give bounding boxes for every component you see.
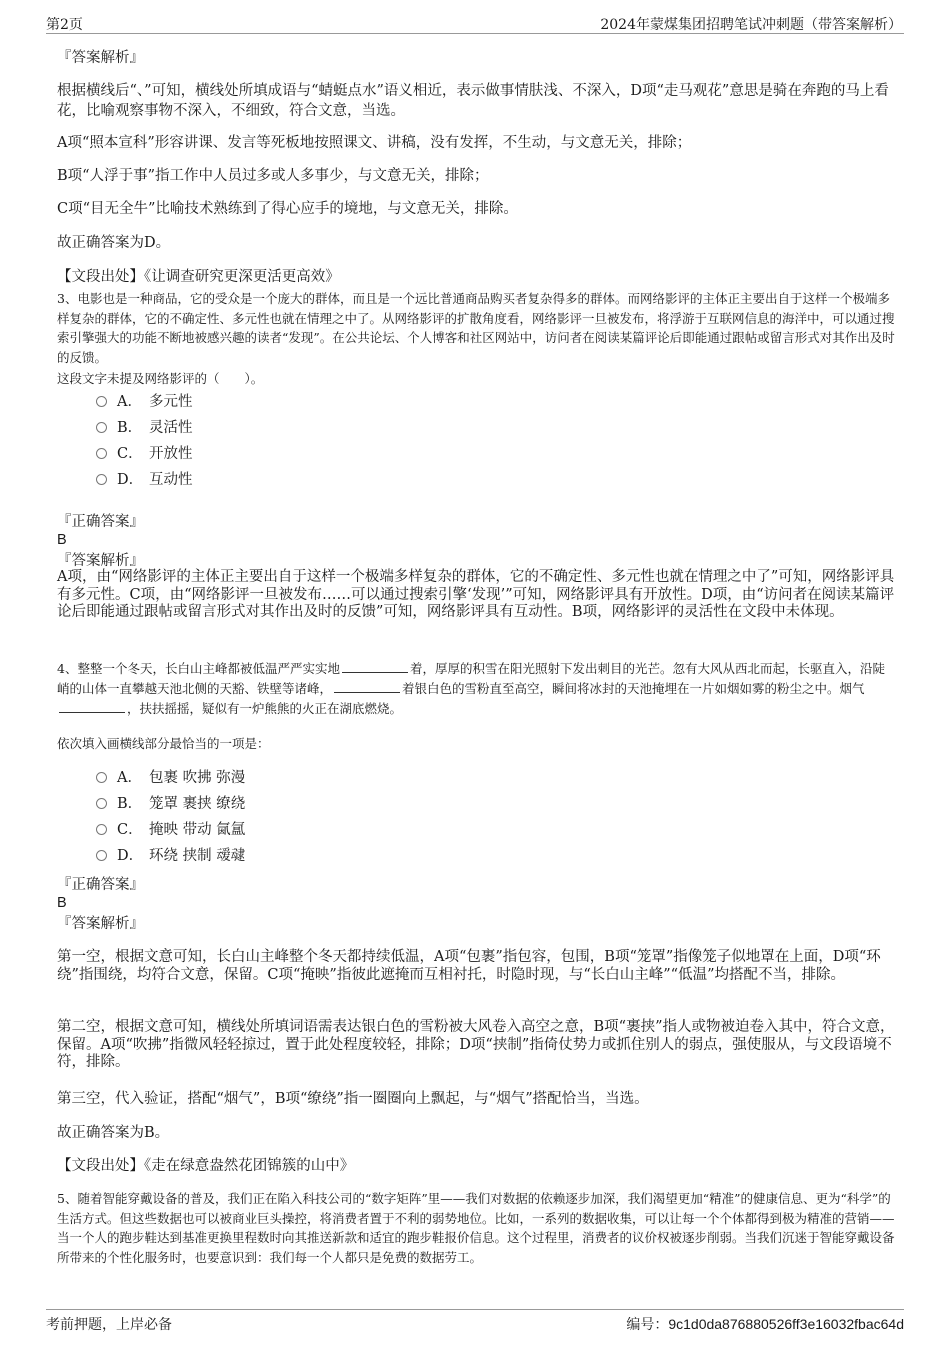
q4-source: 【文段出处】《走在绿意盎然花团锦簇的山中》 [57,1158,355,1174]
q2-conclusion: 故正确答案为D。 [57,235,171,251]
q4-stem: 4、整整一个冬天，长白山主峰都被低温严严实实地 着，厚厚的积雪在阳光照射下发出刺目的光芒。忽有大风从西北而起，长驱直入，沿陡峭的山体一直攀越天池北侧的天豁、铁壁等诸峰， 着银白色的雪粉直至高空，瞬间将冰封的天池掩埋在一片如烟如雾的粉尘之中。烟气，扶扶摇摇，疑似有一炉熊熊的火正在湖底燃烧。 [57,661,885,716]
q2-analysis-p3: B项“人浮于事”指工作中人员过多或人多事少，与文意无关，排除； [57,168,489,184]
q3-analysis: A项，由“网络影评的主体正主要出自于这样一个极端多样复杂的群体，它的不确定性、多元性也就在情理之中了”可知，网络影评具有多元性。C项，由“网络影评一旦被发布……可以通过搜索引擎‘发现’”可知，网络影评具有开放性。D项，由“访问者在阅读某篇评论后即能通过跟帖或留言形式对其作出及时的反馈”可知，网络影评具有互动性。B项，网络影评的灵活性在文段中未体现。 [57,569,895,620]
footer-divider [46,1309,904,1310]
q4-answer-title: 『正确答案』 [57,877,144,893]
q4-option-d[interactable]: D． 环绕 挟制 叆叇 [96,845,245,867]
q2-analysis-p2: A项“照本宣科”形容讲课、发言等死板地按照课文、讲稿，没有发挥，不生动，与文意无关，排除； [57,135,692,151]
radio-icon[interactable] [96,474,107,485]
radio-icon[interactable] [96,850,107,861]
fill-blank-3[interactable] [59,700,125,713]
document-code: 编号：9c1d0da876880526ff3e16032fbac64d [626,1316,904,1333]
q2-analysis-p4: C项“目无全牛”比喻技术熟练到了得心应手的境地，与文意无关，排除。 [57,201,518,217]
q4-option-b[interactable]: B． 笼罩 裹挟 缭绕 [96,793,245,815]
fill-blank-1[interactable] [342,660,408,673]
q4-question: 依次填入画横线部分最恰当的一项是： [57,736,270,751]
q3-answer-title: 『正确答案』 [57,514,144,530]
q3-option-c[interactable]: C． 开放性 [96,443,193,465]
q4-analysis-p3: 第三空，代入验证，搭配“烟气”，B项“缭绕”指一圈圈向上飘起，与“烟气”搭配恰当，当选。 [57,1091,649,1107]
q3-option-d[interactable]: D． 互动性 [96,469,193,491]
page-number: 第2页 [46,17,83,33]
q4-answer: B [57,895,67,911]
q4-option-c[interactable]: C． 掩映 带动 氤氲 [96,819,245,841]
q4-analysis-p1: 第一空，根据文意可知，长白山主峰整个冬天都持续低温，A项“包裹”指包容，包围，B项“笼罩”指像笼子似地罩在上面，D项“环绕”指围绕，均符合文意，保留。C项“掩映”指彼此遮掩而互相衬托，时隐时现，与“长白山主峰”“低温”均搭配不当，排除。 [57,949,881,983]
q3-stem: 3、电影也是一种商品，它的受众是一个庞大的群体，而且是一个远比普通商品购买者复杂得多的群体。而网络影评的主体正主要出自于这样一个极端多样复杂的群体，它的不确定性、多元性也就在情理之中了。从网络影评的扩散角度看，网络影评一旦被发布，将浮游于互联网信息的海洋中，可以通过搜索引擎强大的功能不断地被感兴趣的读者“发现”。在公共论坛、个人博客和社区网站中，访问者在阅读某篇评论后即能通过跟帖或留言形式对其作出及时的反馈。 [57,291,895,365]
radio-icon[interactable] [96,396,107,407]
document-title: 2024年蒙煤集团招聘笔试冲刺题（带答案解析） [600,17,902,33]
q4-option-a[interactable]: A． 包裹 吹拂 弥漫 [96,767,245,789]
q3-answer: B [57,532,67,548]
footer-slogan: 考前押题，上岸必备 [46,1317,172,1333]
q3-option-b[interactable]: B． 灵活性 [96,417,193,439]
page-header [0,0,950,33]
radio-icon[interactable] [96,448,107,459]
q4-conclusion: 故正确答案为B。 [57,1125,170,1141]
radio-icon[interactable] [96,772,107,783]
q3-option-a[interactable]: A． 多元性 [96,391,193,413]
radio-icon[interactable] [96,798,107,809]
radio-icon[interactable] [96,824,107,835]
q5-stem: 5、随着智能穿戴设备的普及，我们正在陷入科技公司的“数字矩阵”里——我们对数据的依赖逐步加深，我们渴望更加“精准”的健康信息、更为“科学”的生活方式。但这些数据也可以被商业巨头操控，将消费者置于不利的弱势地位。比如，一系列的数据收集，可以让每一个个体都得到极为精准的营销——当一个人的跑步鞋达到基准更换里程数时向其推送新款和适宜的跑步鞋报价信息。这个过程里，消费者的议价权被逐步削弱。当我们沉迷于智能穿戴设备所带来的个性化服务时，也要意识到：我们每一个人都只是免费的数据劳工。 [57,1191,895,1265]
fill-blank-2[interactable] [334,680,400,693]
radio-icon[interactable] [96,422,107,433]
q3-question: 这段文字未提及网络影评的（ ）。 [57,371,264,386]
header-divider [46,33,904,34]
q2-source: 【文段出处】《让调查研究更深更活更高效》 [57,269,340,285]
q3-analysis-title: 『答案解析』 [57,553,144,569]
q2-analysis-p1: 根据横线后“、”可知，横线处所填成语与“蜻蜓点水”语义相近，表示做事情肤浅、不深入，D项“走马观花”意思是骑在奔跑的马上看花，比喻观察事物不深入，不细致，符合文意，当选。 [57,83,889,119]
q4-analysis-p2: 第二空，根据文意可知，横线处所填词语需表达银白色的雪粉被大风卷入高空之意，B项“裹挟”指人或物被迫卷入其中，符合文意，保留。A项“吹拂”指微风轻轻掠过，置于此处程度较轻，排除；D项“挟制”指倚仗势力或抓住别人的弱点，强使服从，与文段语境不符，排除。 [57,1019,895,1070]
q4-analysis-title: 『答案解析』 [57,916,144,932]
q2-analysis-title: 『答案解析』 [57,50,144,66]
